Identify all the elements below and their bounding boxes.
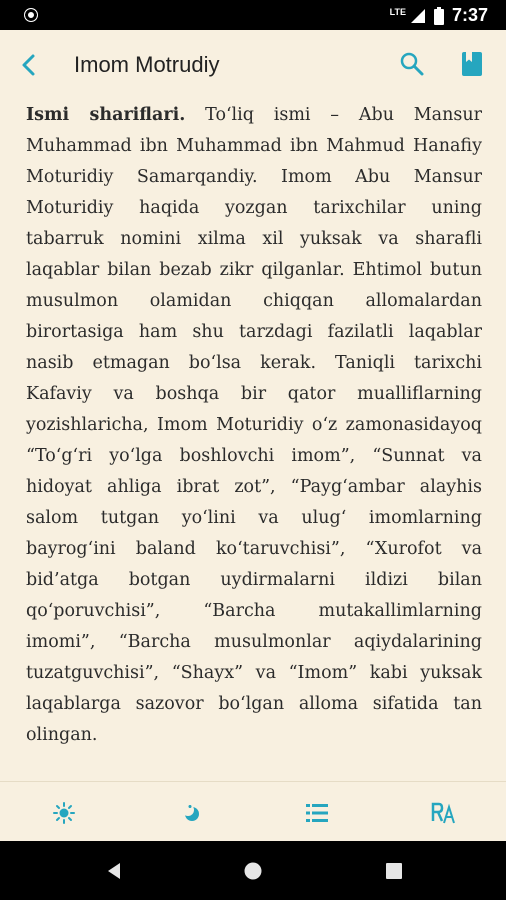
recents-square-icon[interactable]	[385, 862, 403, 880]
home-circle-icon[interactable]	[243, 861, 263, 881]
sun-icon[interactable]	[50, 799, 78, 827]
search-icon[interactable]	[398, 50, 426, 78]
system-nav-bar	[0, 841, 506, 900]
font-size-icon[interactable]	[430, 799, 458, 827]
article-body: To‘liq ismi – Abu Mansur Muhammad ibn Muhammad ibn Mahmud Hanafiy Moturidiy Samarqandiy. Imom Abu Mansur Moturidiy haqida yozgan tarixchilar uning tabarruk nomini xilma xil yuksak va sharafli laqablar bilan bezab zikr qilganlar. Ehtimol butun musulmon olamidan chiqqan allomalardan birortasiga ham shu tarzdagi fazilatli laqablar nasib etmagan bo‘lsa kerak. Taniqli tarixchi Kafaviy va boshqa bir qator mualliflarning yozishlaricha, Imom Moturidiy o‘z zamonasidayoq “To‘g‘ri yo‘lga boshlovchi imom”, “Sunnat va hidoyat ahliga ibrat zot”, “Payg‘ambar alayhis salom tutgan yo‘lini va ulug‘ imomlarning bayrog‘ini baland ko‘taruvchisi”, “Xurofot va bid’atga botgan uydirmalarni ildizi bilan qo‘poruvchisi”, “Barcha mutakallimlarning imomi”, “Barcha musulmonlar aqiydalarining tuzatguvchisi”, “Shayx” va “Imom” kabi yuksak laqablarga sazovor bo‘lgan alloma sifatida tan olingan.	[26, 105, 482, 745]
book-icon[interactable]	[458, 50, 486, 78]
status-bar	[0, 0, 506, 30]
chevron-left-icon[interactable]	[14, 50, 44, 80]
list-icon[interactable]	[303, 799, 331, 827]
article-text	[26, 100, 482, 751]
article-lead: Ismi shariflari.	[26, 105, 186, 125]
bottom-toolbar	[0, 781, 506, 842]
moon-icon[interactable]	[178, 799, 206, 827]
app-bar	[0, 30, 506, 100]
battery-icon	[434, 7, 444, 25]
clock: 7:37	[451, 5, 488, 25]
reading-area[interactable]	[0, 100, 506, 781]
notification-icon	[24, 8, 38, 22]
back-triangle-icon[interactable]	[104, 861, 124, 881]
network-type: LTE	[389, 6, 406, 17]
page-title: Imom Motrudiy	[74, 52, 220, 77]
signal-icon	[410, 8, 426, 24]
